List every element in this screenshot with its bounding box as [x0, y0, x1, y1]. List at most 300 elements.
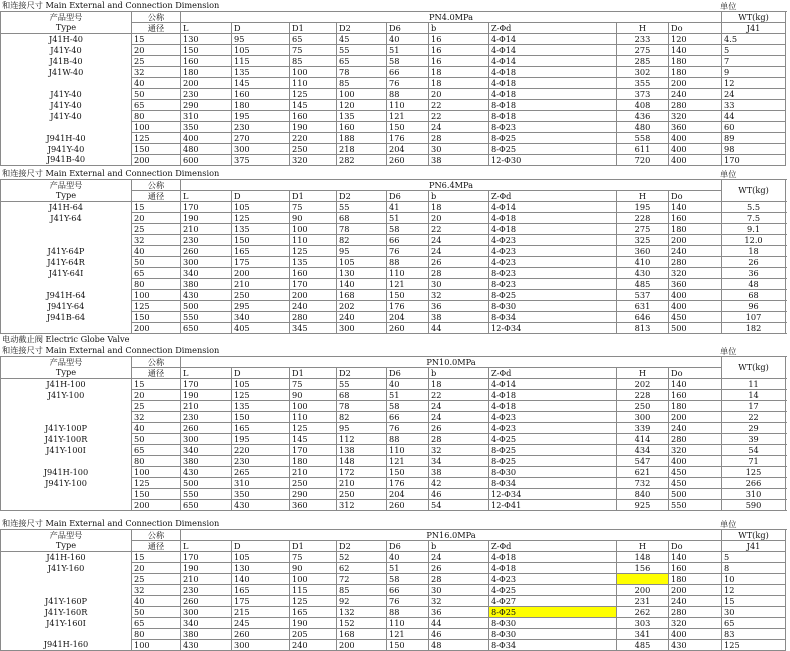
weight-cell: 26: [722, 257, 786, 268]
value-cell: 230: [181, 89, 232, 100]
value-cell: 148: [337, 456, 387, 467]
model-cell: [1, 122, 132, 133]
weight-cell: 98: [722, 144, 786, 155]
model-cell: [1, 323, 132, 334]
header-row: [1, 191, 786, 202]
value-cell: 175: [232, 257, 290, 268]
value-cell: 4-Φ23: [489, 423, 617, 434]
value-cell: 12-Φ34: [489, 323, 617, 334]
weight-header: WT(kg): [722, 180, 786, 202]
value-cell: 68: [337, 390, 387, 401]
dn-cell: 32: [132, 585, 181, 596]
value-cell: 220: [290, 133, 337, 144]
dn-cell: 20: [132, 390, 181, 401]
value-cell: 312: [337, 500, 387, 511]
value-cell: 148: [617, 552, 669, 563]
value-cell: 44: [429, 618, 489, 629]
table-row: [1, 279, 786, 290]
value-cell: 65: [337, 56, 387, 67]
dn-cell: 80: [132, 629, 181, 640]
dn-cell: 40: [132, 423, 181, 434]
model-cell: [1, 500, 132, 511]
value-cell: 550: [669, 500, 722, 511]
value-cell: 430: [669, 640, 722, 651]
value-cell: 135: [232, 401, 290, 412]
value-cell: 105: [232, 202, 290, 213]
column-header: D1: [290, 23, 337, 34]
value-cell: 150: [181, 45, 232, 56]
column-header: D1: [290, 541, 337, 552]
model-header-cn: 产品型号: [1, 180, 132, 191]
table-row: [1, 467, 786, 478]
value-cell: 175: [232, 596, 290, 607]
dn-cell: 65: [132, 445, 181, 456]
value-cell: 4-Φ14: [489, 202, 617, 213]
column-header: L: [181, 191, 232, 202]
value-cell: 100: [290, 224, 337, 235]
value-cell: 90: [290, 563, 337, 574]
value-cell: 28: [429, 434, 489, 445]
value-cell: 20: [429, 89, 489, 100]
value-cell: [617, 574, 669, 585]
column-header: D: [232, 368, 290, 379]
dn-cell: 15: [132, 202, 181, 213]
weight-cell: 12: [722, 78, 786, 89]
value-cell: 115: [290, 585, 337, 596]
value-cell: 82: [337, 412, 387, 423]
value-cell: 30: [429, 585, 489, 596]
value-cell: 8-Φ25: [489, 144, 617, 155]
value-cell: 24: [429, 122, 489, 133]
table-row: [1, 478, 786, 489]
dimension-table: [0, 11, 786, 166]
value-cell: 260: [232, 629, 290, 640]
value-cell: 210: [181, 401, 232, 412]
value-cell: 172: [337, 467, 387, 478]
value-cell: 58: [387, 56, 429, 67]
model-cell: [1, 489, 132, 500]
dn-cell: 20: [132, 563, 181, 574]
value-cell: 190: [181, 390, 232, 401]
value-cell: 8-Φ34: [489, 640, 617, 651]
value-cell: 485: [617, 640, 669, 651]
column-header: b: [429, 23, 489, 34]
value-cell: 132: [337, 607, 387, 618]
value-cell: 176: [387, 301, 429, 312]
model-cell: J41B-40: [1, 56, 132, 67]
value-cell: 339: [617, 423, 669, 434]
table-caption: 和连接尺寸 Main External and Connection Dimension: [2, 518, 220, 528]
value-cell: 125: [290, 596, 337, 607]
value-cell: 180: [232, 100, 290, 111]
table-row: [1, 596, 786, 607]
value-cell: 4-Φ25: [489, 434, 617, 445]
weight-cell: 125: [722, 467, 786, 478]
value-cell: 110: [387, 618, 429, 629]
weight-cell: 11: [722, 379, 786, 390]
value-cell: 350: [232, 489, 290, 500]
unit-label: 单位: [720, 346, 737, 356]
value-cell: 92: [337, 596, 387, 607]
header-row: [1, 12, 786, 23]
value-cell: 18: [429, 202, 489, 213]
value-cell: 485: [617, 279, 669, 290]
weight-cell: 12: [722, 585, 786, 596]
value-cell: 210: [181, 224, 232, 235]
model-cell: [1, 412, 132, 423]
column-header: H: [617, 541, 669, 552]
value-cell: 16: [429, 56, 489, 67]
value-cell: 646: [617, 312, 669, 323]
value-cell: 200: [669, 78, 722, 89]
value-cell: 145: [290, 100, 337, 111]
model-cell: J941H-100: [1, 467, 132, 478]
value-cell: 110: [387, 445, 429, 456]
value-cell: 4-Φ18: [489, 89, 617, 100]
value-cell: 18: [429, 67, 489, 78]
value-cell: 105: [232, 552, 290, 563]
value-cell: 180: [181, 67, 232, 78]
value-cell: 380: [181, 456, 232, 467]
value-cell: 300: [181, 434, 232, 445]
model-header-en: Type: [1, 541, 132, 552]
dn-header-1: 公称: [132, 12, 181, 23]
value-cell: 188: [337, 133, 387, 144]
value-cell: 300: [181, 257, 232, 268]
value-cell: 300: [232, 640, 290, 651]
header-row: [1, 368, 786, 379]
weight-cell: 44: [722, 111, 786, 122]
value-cell: 40: [387, 34, 429, 45]
weight-cell: 5: [722, 552, 786, 563]
column-header: D: [232, 23, 290, 34]
model-cell: J941Y-40: [1, 144, 132, 155]
model-cell: J941Y-100: [1, 478, 132, 489]
dn-header-1: 公称: [132, 180, 181, 191]
value-cell: 231: [617, 596, 669, 607]
model-cell: [1, 629, 132, 640]
value-cell: 168: [337, 629, 387, 640]
dn-cell: 25: [132, 401, 181, 412]
value-cell: 140: [669, 379, 722, 390]
value-cell: 22: [429, 111, 489, 122]
table-row: [1, 640, 786, 651]
weight-cell: 10: [722, 574, 786, 585]
pressure-rating: PN4.0MPa: [181, 12, 722, 23]
value-cell: 45: [337, 34, 387, 45]
value-cell: 430: [617, 268, 669, 279]
value-cell: 76: [387, 423, 429, 434]
value-cell: 32: [429, 596, 489, 607]
dn-cell: 200: [132, 323, 181, 334]
weight-cell: 36: [722, 268, 786, 279]
weight-cell: 9: [722, 67, 786, 78]
dn-cell: 150: [132, 144, 181, 155]
table-row: [1, 312, 786, 323]
model-cell: J41Y-40: [1, 45, 132, 56]
value-cell: 75: [290, 202, 337, 213]
dn-cell: 50: [132, 89, 181, 100]
table-row: [1, 202, 786, 213]
model-header-en: Type: [1, 23, 132, 34]
value-cell: 547: [617, 456, 669, 467]
pressure-rating: PN16.0MPa: [181, 530, 722, 541]
value-cell: 121: [387, 456, 429, 467]
value-cell: 215: [232, 607, 290, 618]
value-cell: 280: [669, 607, 722, 618]
column-header: H: [617, 368, 669, 379]
value-cell: 121: [387, 279, 429, 290]
table-row: [1, 456, 786, 467]
value-cell: 611: [617, 144, 669, 155]
value-cell: 170: [181, 379, 232, 390]
value-cell: 430: [181, 290, 232, 301]
table-row: [1, 67, 786, 78]
value-cell: 360: [617, 246, 669, 257]
header-row: [1, 180, 786, 191]
value-cell: 8-Φ25: [489, 133, 617, 144]
value-cell: 78: [337, 67, 387, 78]
table-row: [1, 618, 786, 629]
value-cell: 4-Φ18: [489, 213, 617, 224]
value-cell: 4-Φ23: [489, 246, 617, 257]
value-cell: 200: [617, 585, 669, 596]
value-cell: 95: [337, 246, 387, 257]
value-cell: 434: [617, 445, 669, 456]
column-header: H: [617, 23, 669, 34]
value-cell: 62: [337, 563, 387, 574]
model-cell: J41Y-160I: [1, 618, 132, 629]
column-header: Z-Φd: [489, 541, 617, 552]
dn-cell: 125: [132, 301, 181, 312]
value-cell: 24: [429, 552, 489, 563]
dn-cell: 25: [132, 224, 181, 235]
value-cell: 28: [429, 574, 489, 585]
value-cell: 400: [669, 155, 722, 166]
value-cell: 120: [669, 34, 722, 45]
value-cell: 400: [669, 133, 722, 144]
value-cell: 200: [181, 78, 232, 89]
value-cell: 720: [617, 155, 669, 166]
dn-cell: 125: [132, 478, 181, 489]
value-cell: 125: [232, 390, 290, 401]
value-cell: 4-Φ18: [489, 390, 617, 401]
table-row: [1, 434, 786, 445]
model-cell: J41Y-100P: [1, 423, 132, 434]
value-cell: 85: [290, 56, 337, 67]
value-cell: 66: [387, 235, 429, 246]
value-cell: 42: [429, 478, 489, 489]
model-cell: J941H-160: [1, 640, 132, 651]
value-cell: 240: [669, 246, 722, 257]
table-row: [1, 144, 786, 155]
value-cell: 160: [669, 213, 722, 224]
value-cell: 150: [387, 290, 429, 301]
model-cell: J41H-100: [1, 379, 132, 390]
value-cell: 405: [232, 323, 290, 334]
value-cell: 430: [232, 500, 290, 511]
value-cell: 550: [181, 312, 232, 323]
value-cell: 600: [181, 155, 232, 166]
value-cell: 195: [232, 434, 290, 445]
value-cell: 320: [669, 445, 722, 456]
value-cell: 176: [387, 478, 429, 489]
value-cell: 310: [181, 111, 232, 122]
value-cell: 4-Φ14: [489, 379, 617, 390]
weight-cell: 71: [722, 456, 786, 467]
dn-cell: 50: [132, 607, 181, 618]
value-cell: 55: [337, 379, 387, 390]
value-cell: 230: [232, 456, 290, 467]
weight-cell: 15: [722, 596, 786, 607]
dn-cell: 25: [132, 56, 181, 67]
dn-cell: 25: [132, 574, 181, 585]
value-cell: 303: [617, 618, 669, 629]
value-cell: 4-Φ14: [489, 56, 617, 67]
value-cell: 220: [232, 445, 290, 456]
dn-cell: 100: [132, 467, 181, 478]
dimension-table: [0, 179, 786, 334]
value-cell: 180: [669, 574, 722, 585]
value-cell: 8-Φ30: [489, 301, 617, 312]
value-cell: 38: [429, 467, 489, 478]
value-cell: 230: [232, 122, 290, 133]
value-cell: 44: [429, 323, 489, 334]
value-cell: 135: [337, 111, 387, 122]
table-row: [1, 89, 786, 100]
value-cell: 88: [387, 89, 429, 100]
value-cell: 100: [290, 401, 337, 412]
dn-cell: 125: [132, 133, 181, 144]
value-cell: 290: [290, 489, 337, 500]
weight-cell: 33: [722, 100, 786, 111]
value-cell: 24: [429, 246, 489, 257]
value-cell: 260: [387, 323, 429, 334]
column-header: b: [429, 191, 489, 202]
model-cell: J41Y-100R: [1, 434, 132, 445]
model-cell: J41Y-64: [1, 213, 132, 224]
value-cell: 66: [387, 585, 429, 596]
value-cell: 26: [429, 563, 489, 574]
value-cell: 88: [387, 607, 429, 618]
table-row: [1, 213, 786, 224]
value-cell: 250: [337, 489, 387, 500]
model-cell: J41H-64: [1, 202, 132, 213]
dn-cell: 20: [132, 45, 181, 56]
value-cell: 280: [669, 257, 722, 268]
dn-cell: 20: [132, 213, 181, 224]
weight-cell: 68: [722, 290, 786, 301]
table-caption: 和连接尺寸 Main External and Connection Dimension: [2, 345, 220, 355]
value-cell: 550: [181, 489, 232, 500]
value-cell: 250: [290, 144, 337, 155]
weight-cell: 590: [722, 500, 786, 511]
value-cell: 105: [232, 379, 290, 390]
value-cell: 233: [617, 34, 669, 45]
value-cell: 8-Φ23: [489, 122, 617, 133]
value-cell: 120: [337, 100, 387, 111]
value-cell: 360: [290, 500, 337, 511]
value-cell: 200: [669, 585, 722, 596]
weight-cell: 266: [722, 478, 786, 489]
value-cell: 145: [232, 78, 290, 89]
value-cell: 210: [181, 574, 232, 585]
dn-cell: 80: [132, 279, 181, 290]
value-cell: 24: [429, 235, 489, 246]
value-cell: 275: [617, 45, 669, 56]
value-cell: 51: [387, 213, 429, 224]
value-cell: 180: [669, 67, 722, 78]
weight-cell: 5: [722, 45, 786, 56]
column-header: D6: [387, 368, 429, 379]
table-row: [1, 552, 786, 563]
section-title: 电动截止阀 Electric Globe Valve: [2, 334, 130, 344]
dn-cell: 100: [132, 290, 181, 301]
value-cell: 160: [669, 390, 722, 401]
value-cell: 202: [617, 379, 669, 390]
value-cell: 52: [337, 552, 387, 563]
value-cell: 245: [232, 618, 290, 629]
value-cell: 260: [181, 423, 232, 434]
value-cell: 51: [387, 45, 429, 56]
value-cell: 150: [387, 122, 429, 133]
value-cell: 28: [429, 133, 489, 144]
value-cell: 121: [387, 629, 429, 640]
value-cell: 450: [669, 478, 722, 489]
value-cell: 300: [232, 144, 290, 155]
value-cell: 228: [617, 390, 669, 401]
weight-cell: 60: [722, 122, 786, 133]
value-cell: 260: [181, 596, 232, 607]
model-cell: J941Y-64: [1, 301, 132, 312]
value-cell: 160: [232, 89, 290, 100]
value-cell: 4-Φ23: [489, 574, 617, 585]
header-row: [1, 530, 786, 541]
value-cell: 4-Φ23: [489, 412, 617, 423]
value-cell: 180: [290, 456, 337, 467]
dn-header-2: 通径: [132, 23, 181, 34]
model-cell: J41Y-64I: [1, 268, 132, 279]
weight-cell: 65: [722, 618, 786, 629]
value-cell: 260: [387, 500, 429, 511]
dn-cell: 15: [132, 34, 181, 45]
value-cell: 165: [232, 423, 290, 434]
value-cell: 280: [669, 100, 722, 111]
value-cell: 28: [429, 268, 489, 279]
model-cell: J41Y-40: [1, 100, 132, 111]
value-cell: 480: [181, 144, 232, 155]
column-header: D2: [337, 541, 387, 552]
value-cell: 408: [617, 100, 669, 111]
value-cell: 150: [387, 640, 429, 651]
value-cell: 282: [337, 155, 387, 166]
value-cell: 320: [669, 268, 722, 279]
column-header: L: [181, 368, 232, 379]
value-cell: 110: [387, 100, 429, 111]
value-cell: 202: [337, 301, 387, 312]
column-header: Do: [669, 191, 722, 202]
value-cell: 400: [669, 301, 722, 312]
value-cell: 22: [429, 224, 489, 235]
dn-cell: 80: [132, 111, 181, 122]
dn-cell: 15: [132, 379, 181, 390]
dimension-table: [0, 356, 786, 511]
value-cell: 4-Φ14: [489, 45, 617, 56]
value-cell: 8-Φ18: [489, 100, 617, 111]
value-cell: 54: [429, 500, 489, 511]
model-cell: [1, 574, 132, 585]
value-cell: 320: [669, 111, 722, 122]
